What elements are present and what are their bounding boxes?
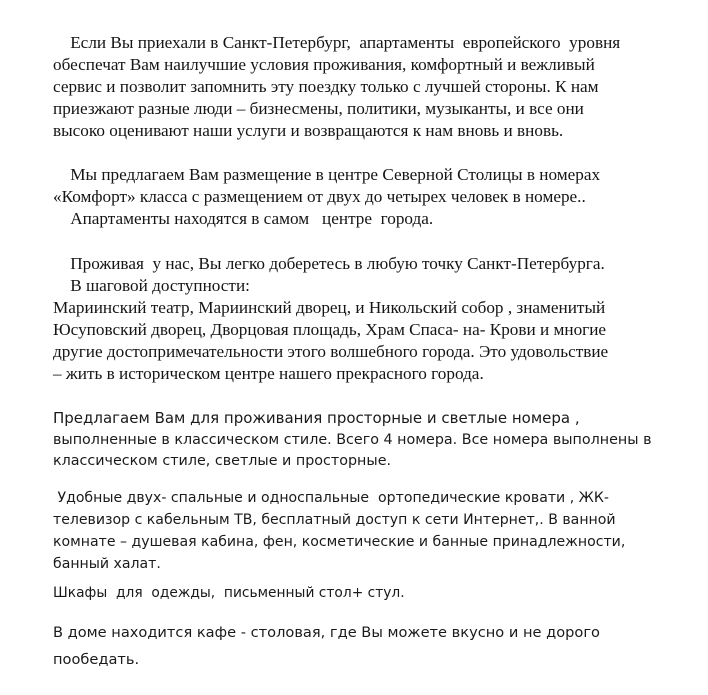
text-line: Если Вы приехали в Санкт-Петербург, апартаменты европейского уровня (53, 33, 621, 52)
text-line: телевизор с кабельным ТВ, бесплатный доступ к сети Интернет,. В ванной (53, 512, 616, 528)
text-line: Предлагаем Вам для проживания просторные и светлые номера , (53, 409, 580, 427)
rooms-paragraph (53, 406, 693, 472)
text-line: комнате – душевая кабина, фен, косметические и банные принадлежности, (53, 534, 626, 550)
text-line: Апартаменты находятся в самом центре города. (53, 209, 434, 228)
text-line: Удобные двух- спальные и односпальные ортопедические кровати , ЖК- (53, 490, 609, 506)
text-line: сервис и позволит запомнить эту поездку только с лучшей стороны. К нам (53, 77, 599, 96)
offer-paragraph (53, 164, 693, 230)
furniture-paragraph (53, 581, 693, 605)
text-line: Мариинский театр, Мариинский дворец, и Никольский собор , знаменитый (53, 298, 606, 317)
text-line: Юсуповский дворец, Дворцовая площадь, Храм Спаса- на- Крови и многие (53, 320, 607, 339)
text-line: Шкафы для одежды, письменный стол+ стул. (53, 585, 405, 601)
text-line: другие достопримечательности этого волшебного города. Это удовольствие (53, 342, 609, 361)
text-line: В доме находится кафе - столовая, где Вы можете вкусно и не дорого (53, 624, 600, 641)
text-line: классическом стиле, светлые и просторные. (53, 453, 392, 469)
text-line: приезжают разные люди – бизнесмены, политики, музыканты, и все они (53, 99, 584, 118)
text-line: Проживая у нас, Вы легко доберетесь в любую точку Санкт-Петербурга. (53, 254, 605, 273)
amenities-paragraph (53, 487, 693, 575)
cafe-paragraph (53, 619, 693, 673)
location-paragraph (53, 253, 693, 385)
text-line: обеспечат Вам наилучшие условия проживания, комфортный и вежливый (53, 55, 595, 74)
text-line: В шаговой доступности: (53, 276, 250, 295)
text-line: выполненные в классическом стиле. Всего 4 номера. Все номера выполнены в (53, 432, 652, 448)
text-line: «Комфорт» класса с размещением от двух до четырех человек в номере.. (53, 187, 586, 206)
text-line: пообедать. (53, 651, 140, 668)
text-line: высоко оценивают наши услуги и возвращаются к нам вновь и вновь. (53, 121, 564, 140)
text-line: Мы предлагаем Вам размещение в центре Северной Столицы в номерах (53, 165, 601, 184)
intro-paragraph (53, 32, 693, 142)
text-line: – жить в историческом центре нашего прекрасного города. (53, 364, 484, 383)
text-line: банный халат. (53, 556, 161, 572)
